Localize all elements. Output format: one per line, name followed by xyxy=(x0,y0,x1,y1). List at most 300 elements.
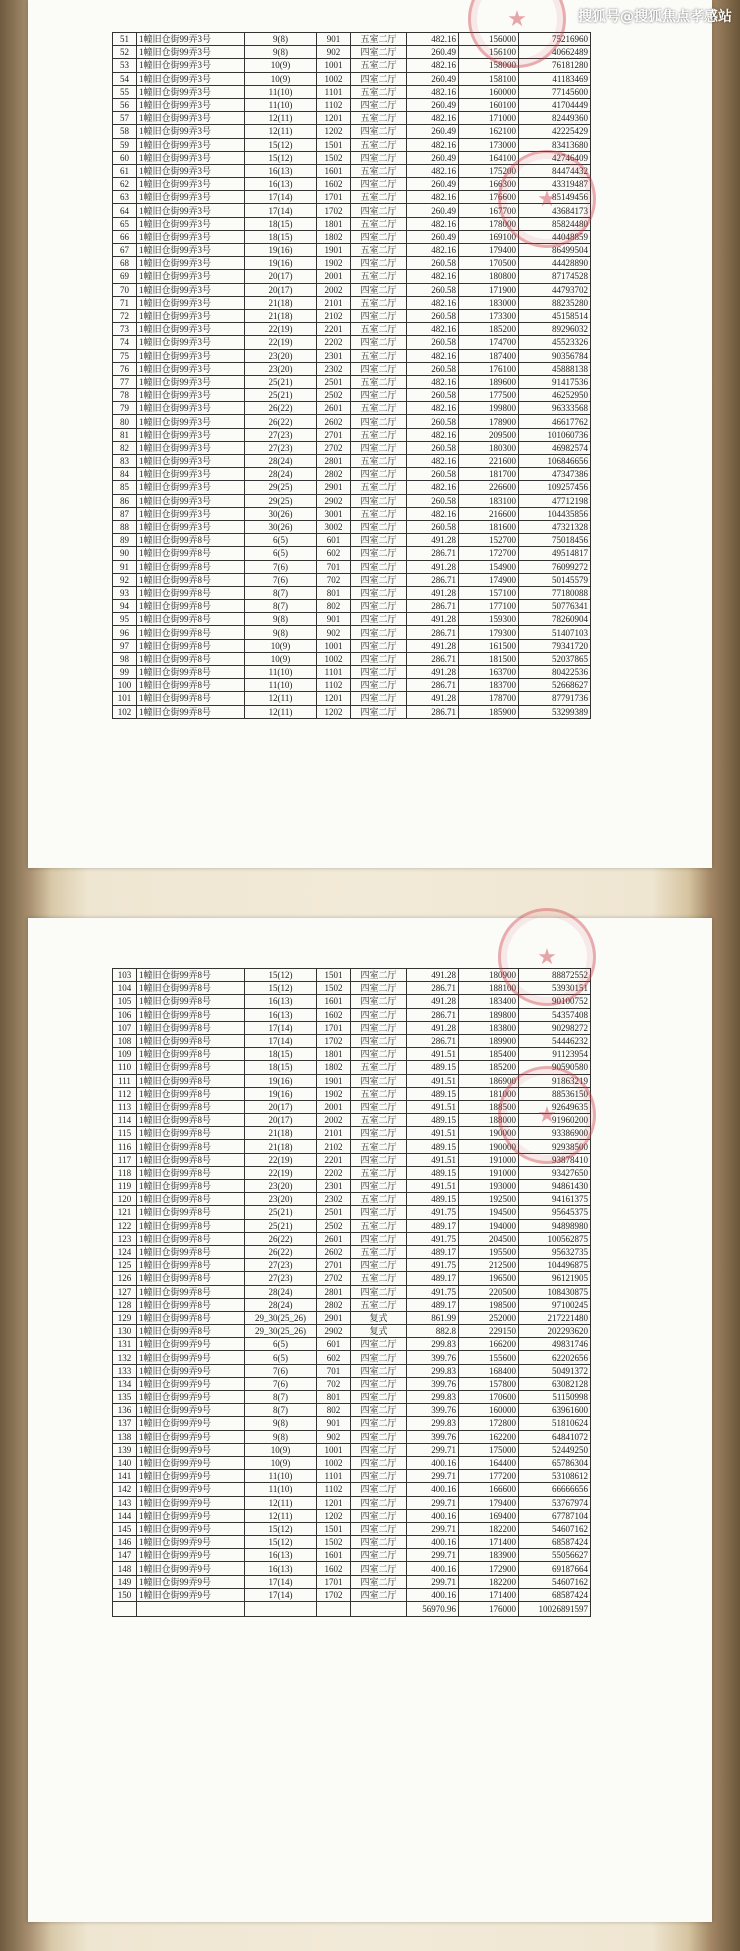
cell-layout-type: 四室二厅 xyxy=(351,1180,407,1193)
cell-room-number: 1501 xyxy=(317,1522,351,1535)
cell-building-address: 1幢旧仓街99弄3号 xyxy=(137,270,245,283)
cell-total-price: 50776341 xyxy=(519,600,591,613)
cell-area: 260.49 xyxy=(407,151,459,164)
table-row xyxy=(113,1061,591,1074)
cell-row-number: 59 xyxy=(113,138,137,151)
cell-layout-type: 四室二厅 xyxy=(351,1377,407,1390)
price-table-page-2 xyxy=(112,968,591,1617)
cell-room-number: 2602 xyxy=(317,415,351,428)
cell-unit-price: 159300 xyxy=(459,613,519,626)
cell-total-price: 52037865 xyxy=(519,652,591,665)
cell-row-number: 51 xyxy=(113,33,137,46)
cell-building-address: 1幢旧仓街99弄9号 xyxy=(137,1338,245,1351)
cell-total-price: 88872552 xyxy=(519,969,591,982)
cell-floor: 22(19) xyxy=(245,323,317,336)
cell-room-number: 1101 xyxy=(317,666,351,679)
cell-floor: 12(11) xyxy=(245,112,317,125)
cell-total-price: 90298272 xyxy=(519,1021,591,1034)
table-row xyxy=(113,1417,591,1430)
cell-building-address: 1幢旧仓街99弄8号 xyxy=(137,639,245,652)
cell-total-price: 63082128 xyxy=(519,1377,591,1390)
cell-room-number: 2102 xyxy=(317,1140,351,1153)
cell-area: 482.16 xyxy=(407,296,459,309)
cell-unit-price: 180300 xyxy=(459,441,519,454)
cell-row-number: 148 xyxy=(113,1562,137,1575)
cell-area: 286.71 xyxy=(407,679,459,692)
cell-row-number: 64 xyxy=(113,204,137,217)
cell-unit-price: 152700 xyxy=(459,534,519,547)
cell-area: 400.16 xyxy=(407,1536,459,1549)
cell-room-number: 1602 xyxy=(317,1008,351,1021)
cell-unit-price: 212500 xyxy=(459,1259,519,1272)
cell-building-address: 1幢旧仓街99弄8号 xyxy=(137,613,245,626)
table-row xyxy=(113,455,591,468)
cell-room-number: 2301 xyxy=(317,1180,351,1193)
cell-floor: 15(12) xyxy=(245,151,317,164)
cell-area: 299.83 xyxy=(407,1364,459,1377)
cell-unit-price: 178000 xyxy=(459,217,519,230)
cell-total-price: 53767974 xyxy=(519,1496,591,1509)
cell-building-address: 1幢旧仓街99弄3号 xyxy=(137,349,245,362)
cell-layout-type: 四室二厅 xyxy=(351,692,407,705)
cell-floor: 27(23) xyxy=(245,428,317,441)
table-row xyxy=(113,1575,591,1588)
cell-unit-price: 181000 xyxy=(459,1087,519,1100)
cell-building-address: 1幢旧仓街99弄8号 xyxy=(137,982,245,995)
cell-building-address: 1幢旧仓街99弄3号 xyxy=(137,98,245,111)
cell-room-number: 1702 xyxy=(317,204,351,217)
cell-layout-type: 四室二厅 xyxy=(351,415,407,428)
cell-floor: 11(10) xyxy=(245,98,317,111)
cell-layout-type: 四室二厅 xyxy=(351,309,407,322)
cell-total-price: 94861430 xyxy=(519,1180,591,1193)
cell-total-price: 41183469 xyxy=(519,72,591,85)
cell-area: 861.99 xyxy=(407,1311,459,1324)
cell-building-address: 1幢旧仓街99弄3号 xyxy=(137,428,245,441)
cell-total-price: 85149456 xyxy=(519,191,591,204)
price-table-page-1 xyxy=(112,32,591,719)
cell-room-number: 902 xyxy=(317,1430,351,1443)
table-row xyxy=(113,1404,591,1417)
cell-floor: 30(26) xyxy=(245,507,317,520)
cell-layout-type: 四室二厅 xyxy=(351,1536,407,1549)
table-row xyxy=(113,626,591,639)
cell-row-number: 97 xyxy=(113,639,137,652)
cell-row-number: 84 xyxy=(113,468,137,481)
cell-area: 286.71 xyxy=(407,982,459,995)
cell-building-address: 1幢旧仓街99弄8号 xyxy=(137,1140,245,1153)
cell-row-number: 131 xyxy=(113,1338,137,1351)
cell-area: 491.75 xyxy=(407,1259,459,1272)
cell-layout-type: 复式 xyxy=(351,1325,407,1338)
cell-building-address: 1幢旧仓街99弄3号 xyxy=(137,204,245,217)
table-row xyxy=(113,507,591,520)
cell-total-price: 47712198 xyxy=(519,494,591,507)
cell-area: 260.58 xyxy=(407,389,459,402)
cell-room-number: 602 xyxy=(317,547,351,560)
cell-unit-price: 162200 xyxy=(459,1430,519,1443)
cell-total-price: 46982574 xyxy=(519,441,591,454)
cell-layout-type: 五室二厅 xyxy=(351,138,407,151)
cell-area: 299.83 xyxy=(407,1391,459,1404)
cell-area: 491.28 xyxy=(407,560,459,573)
cell-room-number: 2001 xyxy=(317,270,351,283)
cell-row-number: 103 xyxy=(113,969,137,982)
cell-floor: 26(22) xyxy=(245,402,317,415)
cell-floor: 20(17) xyxy=(245,1100,317,1113)
cell-unit-price: 175000 xyxy=(459,1443,519,1456)
cell-building-address: 1幢旧仓街99弄8号 xyxy=(137,1114,245,1127)
cell-row-number: 82 xyxy=(113,441,137,454)
cell-row-number: 133 xyxy=(113,1364,137,1377)
cell-building-address: 1幢旧仓街99弄8号 xyxy=(137,626,245,639)
cell-area: 400.16 xyxy=(407,1456,459,1469)
cell-unit-price: 186900 xyxy=(459,1074,519,1087)
cell-total-price: 54607162 xyxy=(519,1575,591,1588)
cell-floor: 28(24) xyxy=(245,1298,317,1311)
cell-unit-price: 183800 xyxy=(459,1021,519,1034)
cell-row-number: 125 xyxy=(113,1259,137,1272)
cell-room-number: 1502 xyxy=(317,982,351,995)
cell-room-number: 1101 xyxy=(317,85,351,98)
cell-row-number: 147 xyxy=(113,1549,137,1562)
cell-area: 299.71 xyxy=(407,1470,459,1483)
cell-total-price: 53108612 xyxy=(519,1470,591,1483)
cell-area: 482.16 xyxy=(407,507,459,520)
cell-row-number: 81 xyxy=(113,428,137,441)
cell-unit-price: 158000 xyxy=(459,59,519,72)
cell-area: 491.51 xyxy=(407,1180,459,1193)
cell-building-address: 1幢旧仓街99弄9号 xyxy=(137,1536,245,1549)
cell-building-address: 1幢旧仓街99弄8号 xyxy=(137,969,245,982)
cell-row-number: 106 xyxy=(113,1008,137,1021)
cell-total-price: 108430875 xyxy=(519,1285,591,1298)
cell-unit-price: 191000 xyxy=(459,1166,519,1179)
cell-row-number: 78 xyxy=(113,389,137,402)
cell-unit-price: 198500 xyxy=(459,1298,519,1311)
cell-building-address: 1幢旧仓街99弄3号 xyxy=(137,296,245,309)
cell-unit-price: 176100 xyxy=(459,362,519,375)
cell-floor: 11(10) xyxy=(245,1470,317,1483)
cell-floor: 17(14) xyxy=(245,191,317,204)
cell-unit-price: 195500 xyxy=(459,1245,519,1258)
cell-floor: 18(15) xyxy=(245,230,317,243)
cell-building-address: 1幢旧仓街99弄3号 xyxy=(137,309,245,322)
table-row xyxy=(113,666,591,679)
cell-total-price: 54357408 xyxy=(519,1008,591,1021)
cell-row-number: 119 xyxy=(113,1180,137,1193)
cell-total-price: 40662489 xyxy=(519,46,591,59)
cell-layout-type: 四室二厅 xyxy=(351,520,407,533)
cell-building-address: 1幢旧仓街99弄8号 xyxy=(137,1087,245,1100)
cell-room-number: 2101 xyxy=(317,296,351,309)
cell-total-price: 62202656 xyxy=(519,1351,591,1364)
cell-area: 491.51 xyxy=(407,1100,459,1113)
cell-total-price: 54607162 xyxy=(519,1522,591,1535)
cell-unit-price: 189600 xyxy=(459,375,519,388)
cell-room-number: 801 xyxy=(317,586,351,599)
table-row xyxy=(113,336,591,349)
cell-floor: 20(17) xyxy=(245,1114,317,1127)
cell-room-number: 1002 xyxy=(317,72,351,85)
cell-floor: 16(13) xyxy=(245,1562,317,1575)
cell-unit-price: 226600 xyxy=(459,481,519,494)
cell-unit-price: 252000 xyxy=(459,1311,519,1324)
cell-floor: 19(16) xyxy=(245,244,317,257)
cell-layout-type: 四室二厅 xyxy=(351,1575,407,1588)
cell-building-address: 1幢旧仓街99弄9号 xyxy=(137,1470,245,1483)
cell-floor: 22(19) xyxy=(245,1166,317,1179)
cell-floor: 30(26) xyxy=(245,520,317,533)
cell-floor: 12(11) xyxy=(245,1509,317,1522)
table-row xyxy=(113,375,591,388)
cell-area: 299.71 xyxy=(407,1522,459,1535)
cell-floor: 15(12) xyxy=(245,138,317,151)
cell-unit-price: 166200 xyxy=(459,1338,519,1351)
table-row xyxy=(113,1536,591,1549)
cell-floor: 7(6) xyxy=(245,560,317,573)
official-seal-stamp xyxy=(498,150,596,248)
cell-unit-price: 181600 xyxy=(459,520,519,533)
cell-row-number: 114 xyxy=(113,1114,137,1127)
table-row xyxy=(113,1193,591,1206)
cell-row-number: 149 xyxy=(113,1575,137,1588)
cell-layout-type: 四室二厅 xyxy=(351,230,407,243)
table-row xyxy=(113,1391,591,1404)
cell-row-number: 126 xyxy=(113,1272,137,1285)
cell-room-number: 901 xyxy=(317,1417,351,1430)
cell-unit-price: 178900 xyxy=(459,415,519,428)
cell-area: 399.76 xyxy=(407,1351,459,1364)
cell-layout-type: 四室二厅 xyxy=(351,1285,407,1298)
cell-unit-price: 209500 xyxy=(459,428,519,441)
cell-area: 260.58 xyxy=(407,257,459,270)
table-row xyxy=(113,283,591,296)
cell-layout-type: 五室二厅 xyxy=(351,1272,407,1285)
cell-building-address: 1幢旧仓街99弄8号 xyxy=(137,1153,245,1166)
cell-unit-price: 189900 xyxy=(459,1034,519,1047)
cell-floor: 16(13) xyxy=(245,1549,317,1562)
cell-building-address: 1幢旧仓街99弄3号 xyxy=(137,191,245,204)
cell-unit-price: 177100 xyxy=(459,600,519,613)
cell-layout-type: 五室二厅 xyxy=(351,1061,407,1074)
cell-row-number: 116 xyxy=(113,1140,137,1153)
cell-row-number: 85 xyxy=(113,481,137,494)
table-row xyxy=(113,1021,591,1034)
cell-total-price: 91417536 xyxy=(519,375,591,388)
cell-floor: 28(24) xyxy=(245,1285,317,1298)
cell-layout-type: 四室二厅 xyxy=(351,1259,407,1272)
cell-building-address: 1幢旧仓街99弄3号 xyxy=(137,481,245,494)
cell-row-number: 52 xyxy=(113,46,137,59)
cell-total-price: 79341720 xyxy=(519,639,591,652)
cell-room-number: 2201 xyxy=(317,1153,351,1166)
cell-floor: 10(9) xyxy=(245,1443,317,1456)
cell-floor: 18(15) xyxy=(245,1048,317,1061)
cell-row-number: 132 xyxy=(113,1351,137,1364)
cell-total-price: 217221480 xyxy=(519,1311,591,1324)
cell-building-address: 1幢旧仓街99弄3号 xyxy=(137,33,245,46)
cell-row-number: 56 xyxy=(113,98,137,111)
cell-room-number: 1102 xyxy=(317,98,351,111)
cell-room-number: 902 xyxy=(317,46,351,59)
cell-floor: 23(20) xyxy=(245,1193,317,1206)
cell-unit-price: 164100 xyxy=(459,151,519,164)
cell-floor: 15(12) xyxy=(245,982,317,995)
cell-total-price: 91123954 xyxy=(519,1048,591,1061)
cell-floor: 11(10) xyxy=(245,85,317,98)
cell-floor: 29(25) xyxy=(245,481,317,494)
cell-unit-price: 155600 xyxy=(459,1351,519,1364)
table-total-row xyxy=(113,1602,591,1617)
cell-area: 482.16 xyxy=(407,138,459,151)
cell-floor: 28(24) xyxy=(245,468,317,481)
cell-area: 482.16 xyxy=(407,349,459,362)
table-row xyxy=(113,362,591,375)
cell-total-price: 44793702 xyxy=(519,283,591,296)
cell-layout-type: 四室二厅 xyxy=(351,547,407,560)
cell-unit-price: 188100 xyxy=(459,982,519,995)
cell-area: 286.71 xyxy=(407,573,459,586)
cell-layout-type: 四室二厅 xyxy=(351,494,407,507)
cell-row-number: 65 xyxy=(113,217,137,230)
table-row xyxy=(113,1166,591,1179)
table-row xyxy=(113,1311,591,1324)
cell-total-price: 94898980 xyxy=(519,1219,591,1232)
cell-total-price: 104496875 xyxy=(519,1259,591,1272)
cell-room-number: 1702 xyxy=(317,1588,351,1601)
table-row xyxy=(113,481,591,494)
cell-total-price: 92649635 xyxy=(519,1100,591,1113)
cell-floor: 17(14) xyxy=(245,1588,317,1601)
table-row xyxy=(113,1549,591,1562)
official-seal-stamp xyxy=(498,1066,596,1164)
cell-row-number: 79 xyxy=(113,402,137,415)
table-row xyxy=(113,296,591,309)
table-row xyxy=(113,1456,591,1469)
cell-total-price: 88536150 xyxy=(519,1087,591,1100)
cell-total-price: 67787104 xyxy=(519,1509,591,1522)
cell-layout-type: 五室二厅 xyxy=(351,1140,407,1153)
cell-area: 482.16 xyxy=(407,323,459,336)
cell-unit-price: 172700 xyxy=(459,547,519,560)
cell-building-address: 1幢旧仓街99弄9号 xyxy=(137,1588,245,1601)
cell-layout-type: 五室二厅 xyxy=(351,323,407,336)
cell-area: 260.49 xyxy=(407,178,459,191)
cell-building-address: 1幢旧仓街99弄8号 xyxy=(137,1008,245,1021)
cell-area: 260.58 xyxy=(407,520,459,533)
cell-layout-type: 五室二厅 xyxy=(351,1193,407,1206)
cell-room-number: 1101 xyxy=(317,1470,351,1483)
cell-room-number: 901 xyxy=(317,33,351,46)
cell-unit-price: 156100 xyxy=(459,46,519,59)
cell-building-address: 1幢旧仓街99弄8号 xyxy=(137,1074,245,1087)
cell-total-price: 41704449 xyxy=(519,98,591,111)
cell-unit-price: 182200 xyxy=(459,1522,519,1535)
table-row xyxy=(113,1588,591,1601)
cell-total-price: 50145579 xyxy=(519,573,591,586)
cell-room-number: 1502 xyxy=(317,1536,351,1549)
cell-floor: 8(7) xyxy=(245,1404,317,1417)
cell-row-number: 91 xyxy=(113,560,137,573)
cell-building-address: 1幢旧仓街99弄3号 xyxy=(137,125,245,138)
cell-building-address: 1幢旧仓街99弄3号 xyxy=(137,217,245,230)
table-row xyxy=(113,1430,591,1443)
cell-layout-type: 四室二厅 xyxy=(351,151,407,164)
cell-unit-price: 179300 xyxy=(459,626,519,639)
cell-area: 482.16 xyxy=(407,112,459,125)
cell-floor: 25(21) xyxy=(245,375,317,388)
cell-area: 286.71 xyxy=(407,626,459,639)
cell-building-address: 1幢旧仓街99弄9号 xyxy=(137,1562,245,1575)
cell-layout-type: 四室二厅 xyxy=(351,1496,407,1509)
cell-layout-type: 四室二厅 xyxy=(351,626,407,639)
cell-area: 260.58 xyxy=(407,362,459,375)
table-row xyxy=(113,1338,591,1351)
cell-area: 260.49 xyxy=(407,230,459,243)
cell-layout-type: 五室二厅 xyxy=(351,164,407,177)
cell-area: 489.15 xyxy=(407,1087,459,1100)
cell-area: 299.71 xyxy=(407,1496,459,1509)
cell-floor: 11(10) xyxy=(245,666,317,679)
cell-area: 286.71 xyxy=(407,600,459,613)
cell-building-address: 1幢旧仓街99弄9号 xyxy=(137,1549,245,1562)
cell-row-number: 75 xyxy=(113,349,137,362)
cell-area: 491.75 xyxy=(407,1206,459,1219)
cell-room-number: 1501 xyxy=(317,969,351,982)
cell-room-number: 1602 xyxy=(317,178,351,191)
cell-area: 286.71 xyxy=(407,1008,459,1021)
cell-total-price: 55056627 xyxy=(519,1549,591,1562)
cell-area: 482.16 xyxy=(407,85,459,98)
cell-unit-price: 176600 xyxy=(459,191,519,204)
cell-total-price: 64841072 xyxy=(519,1430,591,1443)
cell-row-number: 120 xyxy=(113,1193,137,1206)
cell-layout-type: 四室二厅 xyxy=(351,1074,407,1087)
cell-unit-price: 170500 xyxy=(459,257,519,270)
cell-room-number: 1102 xyxy=(317,679,351,692)
cell-total-price: 77180088 xyxy=(519,586,591,599)
cell-layout-type: 四室二厅 xyxy=(351,336,407,349)
table-row xyxy=(113,244,591,257)
cell-floor: 6(5) xyxy=(245,1338,317,1351)
cell-unit-price: 193000 xyxy=(459,1180,519,1193)
cell-building-address: 1幢旧仓街99弄8号 xyxy=(137,600,245,613)
cell-area: 482.16 xyxy=(407,217,459,230)
cell-total-price: 97100245 xyxy=(519,1298,591,1311)
cell-row-number: 123 xyxy=(113,1232,137,1245)
cell-building-address: 1幢旧仓街99弄8号 xyxy=(137,666,245,679)
cell-building-address: 1幢旧仓街99弄9号 xyxy=(137,1377,245,1390)
table-row xyxy=(113,125,591,138)
cell-row-number: 127 xyxy=(113,1285,137,1298)
cell-row-number: 124 xyxy=(113,1245,137,1258)
cell-unit-price: 185900 xyxy=(459,705,519,718)
cell-area: 489.17 xyxy=(407,1298,459,1311)
cell-row-number: 58 xyxy=(113,125,137,138)
cell-total-price: 90356784 xyxy=(519,349,591,362)
cell-total-price: 63961600 xyxy=(519,1404,591,1417)
cell-floor: 17(14) xyxy=(245,204,317,217)
cell-row-number: 90 xyxy=(113,547,137,560)
cell-total-price: 54446232 xyxy=(519,1034,591,1047)
cell-unit-price: 199800 xyxy=(459,402,519,415)
cell-room-number: 2201 xyxy=(317,323,351,336)
cell-row-number: 72 xyxy=(113,309,137,322)
cell-row-number: 74 xyxy=(113,336,137,349)
table-row xyxy=(113,1325,591,1338)
cell-total-price: 87791736 xyxy=(519,692,591,705)
